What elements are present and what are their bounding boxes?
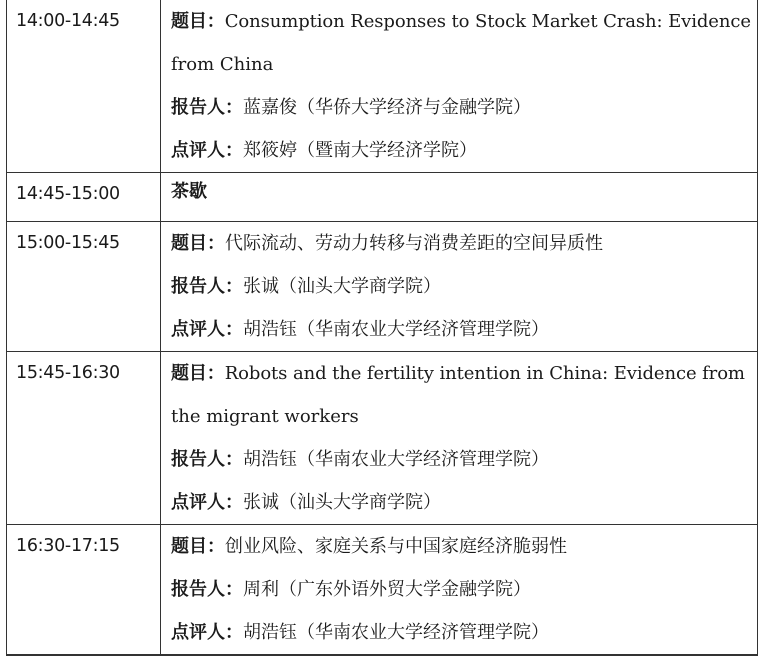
- title-line: [171, 0, 757, 43]
- speaker-name: 胡浩钰（华南农业大学经济管理学院）: [243, 449, 549, 470]
- title-label: 题目：: [171, 233, 225, 254]
- table-row: [7, 173, 758, 222]
- discussant-label: 点评人：: [171, 622, 243, 643]
- session-time: 15:00-15:45: [7, 222, 161, 352]
- schedule-table: [6, 0, 758, 656]
- discussant-line: [171, 611, 757, 654]
- speaker-label: 报告人：: [171, 276, 243, 297]
- title-text-continued: the migrant workers: [171, 406, 359, 427]
- title-label: 题目：: [171, 11, 225, 32]
- title-label: 题目：: [171, 363, 225, 384]
- session-time: 14:00-14:45: [7, 0, 161, 173]
- session-content: [161, 222, 758, 352]
- session-content: [161, 352, 758, 525]
- title-label: 题目：: [171, 536, 225, 557]
- session-time: 14:45-15:00: [7, 173, 161, 222]
- title-line: [171, 222, 757, 265]
- title-text: 代际流动、劳动力转移与消费差距的空间异质性: [225, 233, 603, 254]
- tea-break-label: 茶歇: [171, 181, 207, 202]
- session-content: [161, 173, 758, 222]
- speaker-name: 蓝嘉俊（华侨大学经济与金融学院）: [243, 97, 531, 118]
- discussant-name: 郑筱婷（暨南大学经济学院）: [243, 140, 477, 161]
- discussant-name: 胡浩钰（华南农业大学经济管理学院）: [243, 319, 549, 340]
- title-text: Robots and the fertility intention in China: Evidence from: [224, 363, 745, 384]
- speaker-line: [171, 438, 757, 481]
- discussant-line: [171, 481, 757, 524]
- title-text: Consumption Responses to Stock Market Crash: Evidence: [224, 11, 751, 32]
- table-row: [7, 525, 758, 656]
- discussant-line: [171, 308, 757, 351]
- session-content: [161, 0, 758, 173]
- table-row: [7, 0, 758, 173]
- discussant-label: 点评人：: [171, 492, 243, 513]
- discussant-name: 胡浩钰（华南农业大学经济管理学院）: [243, 622, 549, 643]
- speaker-name: 周利（广东外语外贸大学金融学院）: [243, 579, 531, 600]
- speaker-line: [171, 265, 757, 308]
- session-time: 15:45-16:30: [7, 352, 161, 525]
- speaker-label: 报告人：: [171, 579, 243, 600]
- session-time: 16:30-17:15: [7, 525, 161, 656]
- discussant-name: 张诚（汕头大学商学院）: [243, 492, 441, 513]
- session-content: [161, 525, 758, 656]
- title-text-continued: from China: [171, 54, 274, 75]
- speaker-line: [171, 86, 757, 129]
- title-line: [171, 525, 757, 568]
- title-text: 创业风险、家庭关系与中国家庭经济脆弱性: [225, 536, 567, 557]
- speaker-line: [171, 568, 757, 611]
- speaker-name: 张诚（汕头大学商学院）: [243, 276, 441, 297]
- speaker-label: 报告人：: [171, 449, 243, 470]
- discussant-label: 点评人：: [171, 319, 243, 340]
- discussant-label: 点评人：: [171, 140, 243, 161]
- table-row: [7, 352, 758, 525]
- discussant-line: [171, 129, 757, 172]
- title-line-continued: [171, 395, 757, 438]
- table-row: [7, 222, 758, 352]
- title-line-continued: [171, 43, 757, 86]
- title-line: [171, 352, 757, 395]
- speaker-label: 报告人：: [171, 97, 243, 118]
